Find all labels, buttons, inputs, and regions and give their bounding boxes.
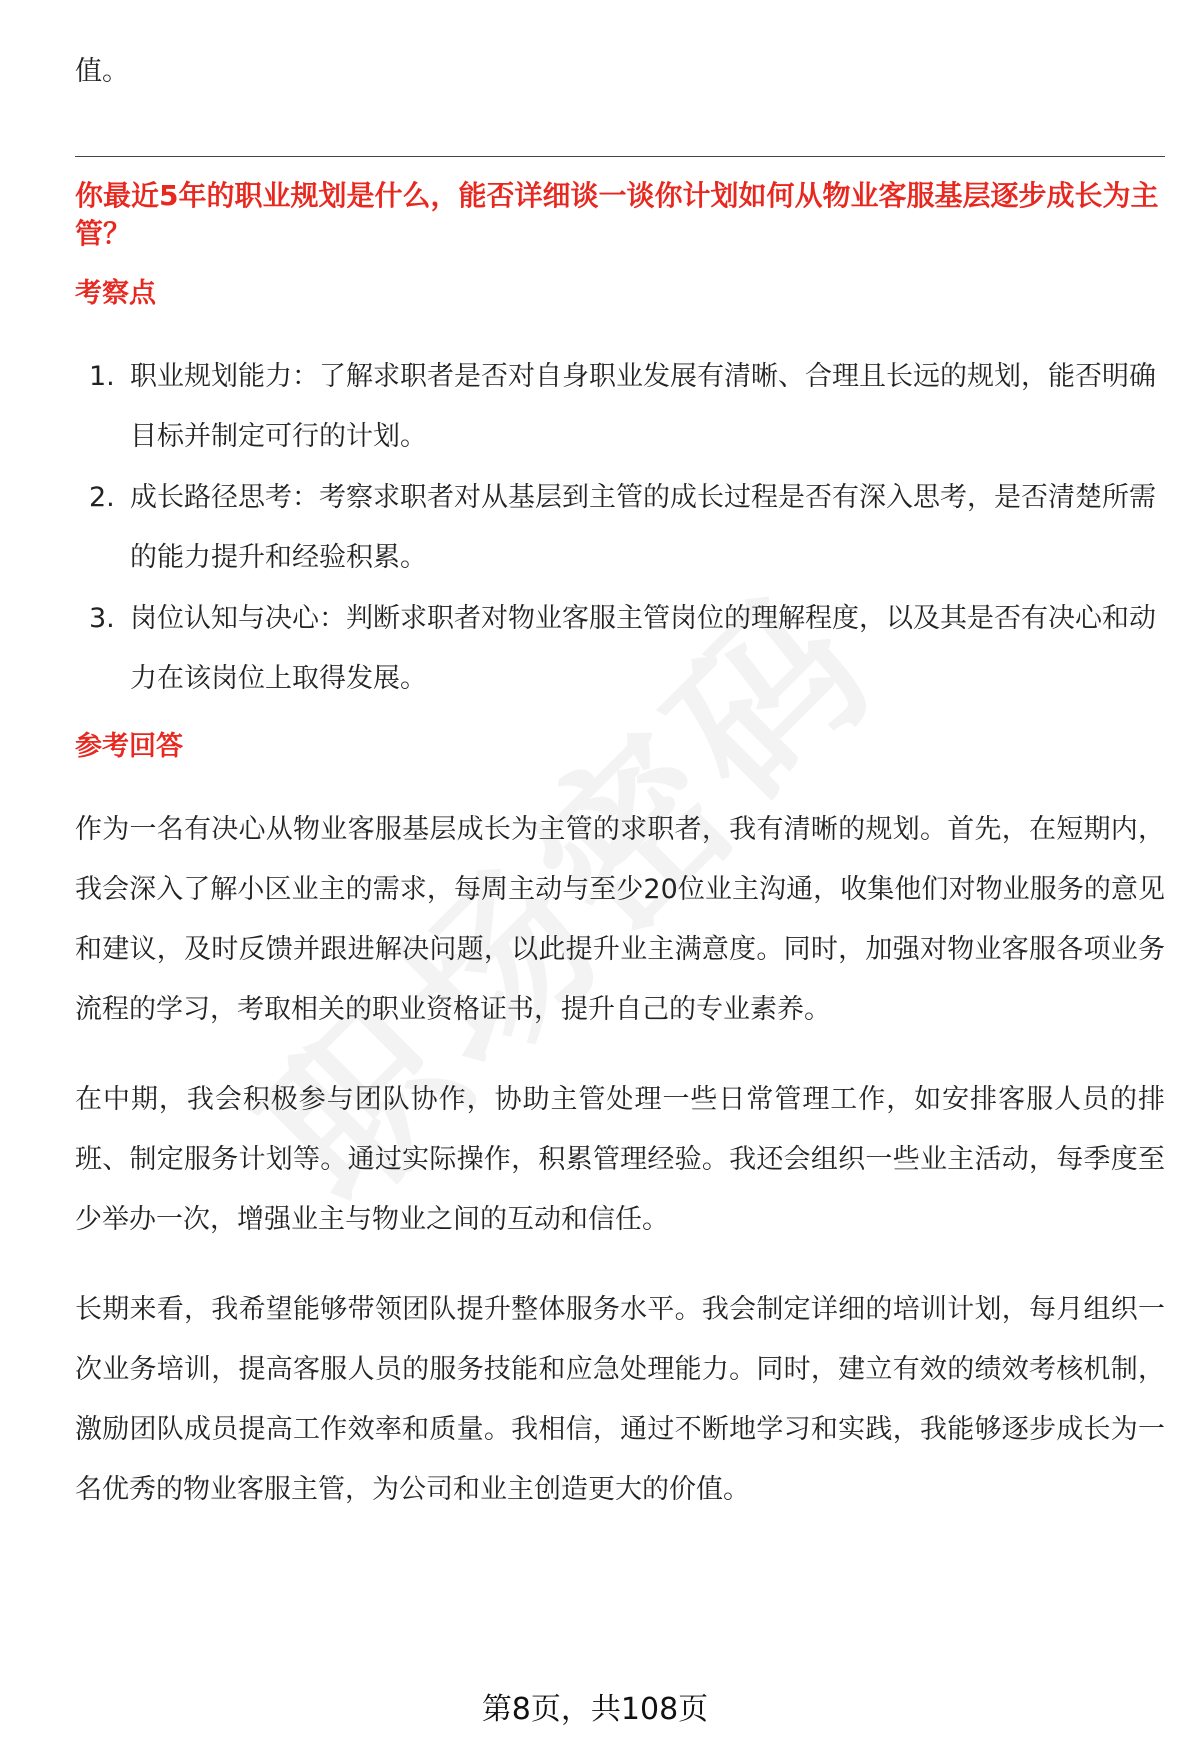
answer-paragraph: 长期来看，我希望能够带领团队提升整体服务水平。我会制定详细的培训计划，每月组织一次业务培训，提高客服人员的服务技能和应急处理能力。同时，建立有效的绩效考核机制，激励团队成员提高工作效率和质量。我相信，通过不断地学习和实践，我能够逐步成长为一名优秀的物业客服主管，为公司和业主创造更大的价值。 xyxy=(75,1294,1165,1505)
question-heading: 你最近5年的职业规划是什么，能否详细谈一谈你计划如何从物业客服基层逐步成长为主管？ xyxy=(75,179,1159,250)
continued-text: 值。 xyxy=(75,56,129,87)
answer-paragraph: 在中期，我会积极参与团队协作，协助主管处理一些日常管理工作，如安排客服人员的排班、制定服务计划等。通过实际操作，积累管理经验。我还会组织一些业主活动，每季度至少举办一次，增强业主与物业之间的互动和信任。 xyxy=(75,1084,1165,1235)
answer-body xyxy=(75,800,1165,1550)
exam-point-item xyxy=(75,468,1160,588)
exam-point-text: 职业规划能力：了解求职者是否对自身职业发展有清晰、合理且长远的规划，能否明确目标并制定可行的计划。 xyxy=(130,361,1156,452)
answer-title: 参考回答 xyxy=(75,731,183,762)
exam-point-text: 成长路径思考：考察求职者对从基层到主管的成长过程是否有深入思考，是否清楚所需的能力提升和经验积累。 xyxy=(130,482,1156,573)
exam-point-item xyxy=(75,589,1160,709)
exam-points-title: 考察点 xyxy=(75,278,156,309)
page-number: 第8页，共108页 xyxy=(481,1692,709,1727)
exam-point-number: 1. xyxy=(89,361,115,392)
exam-point-text: 岗位认知与决心：判断求职者对物业客服主管岗位的理解程度，以及其是否有决心和动力在该岗位上取得发展。 xyxy=(130,603,1156,694)
answer-paragraph: 作为一名有决心从物业客服基层成长为主管的求职者，我有清晰的规划。首先，在短期内，我会深入了解小区业主的需求，每周主动与至少20位业主沟通，收集他们对物业服务的意见和建议，及时反馈并跟进解决问题，以此提升业主满意度。同时，加强对物业客服各项业务流程的学习，考取相关的职业资格证书，提升自己的专业素养。 xyxy=(75,814,1165,1025)
exam-point-number: 2. xyxy=(89,482,115,513)
exam-points-list xyxy=(75,347,1160,710)
exam-point-number: 3. xyxy=(89,603,115,634)
section-divider xyxy=(75,156,1165,157)
exam-point-item xyxy=(75,347,1160,467)
